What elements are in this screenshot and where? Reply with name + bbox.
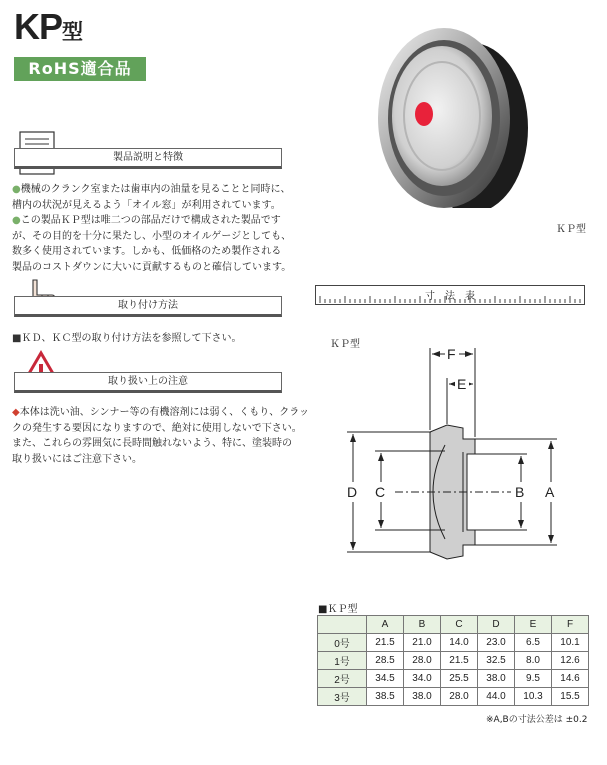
label-e: E — [457, 376, 467, 392]
table-cell: 23.0 — [478, 634, 515, 652]
description-line-text: この製品ＫＰ型は唯二つの部品だけで構成された製品です — [20, 215, 281, 226]
square-bullet-icon: ■ — [12, 333, 22, 344]
caution-text — [12, 405, 312, 467]
tolerance-note: ※A,Bの寸法公差は ±0.2 — [486, 715, 588, 725]
table-title: ■ＫＰ型 — [318, 604, 358, 615]
table-cell: 10.1 — [552, 634, 589, 652]
table-cell: 12.6 — [552, 652, 589, 670]
row-label: 3号 — [318, 688, 367, 706]
page-title — [14, 6, 83, 48]
photo-caption: ＫＰ型 — [556, 224, 586, 235]
table-cell: 6.5 — [515, 634, 552, 652]
caution-line: 取り扱いにはご注意下さい。 — [12, 453, 142, 465]
model-suffix: 型 — [62, 20, 84, 44]
description-line: 製品のコストダウンに大いに貢献するものと確信しています。 — [12, 261, 292, 273]
column-header: A — [367, 616, 404, 634]
table-cell: 38.0 — [404, 688, 441, 706]
table-cell: 44.0 — [478, 688, 515, 706]
description-text — [12, 182, 312, 275]
table-cell: 14.0 — [441, 634, 478, 652]
section-title-caution: 取り扱い上の注意 — [108, 376, 188, 387]
column-header: B — [404, 616, 441, 634]
technical-drawing — [335, 340, 565, 560]
table-cell: 8.0 — [515, 652, 552, 670]
red-dot — [415, 102, 433, 126]
label-b: B — [515, 484, 525, 500]
table-cell: 34.5 — [367, 670, 404, 688]
section-bar-mounting — [14, 296, 282, 317]
table-cell: 38.5 — [367, 688, 404, 706]
description-line: 槽内の状況が見えるよう「オイル窓」が利用されています。 — [12, 199, 281, 211]
label-f: F — [447, 346, 456, 362]
label-a: A — [545, 484, 555, 500]
table-cell: 28.5 — [367, 652, 404, 670]
caution-line: ◆本体は洗い油、シンナー等の有機溶剤には弱く、くもり、クラッ — [12, 407, 310, 418]
mounting-text: ■ＫＤ、ＫＣ型の取り付け方法を参照して下さい。 — [12, 333, 242, 344]
table-row — [318, 652, 589, 670]
description-line — [12, 182, 312, 198]
table-cell: 34.0 — [404, 670, 441, 688]
section-bar-description — [14, 148, 282, 169]
table-cell: 28.0 — [404, 652, 441, 670]
product-photo — [372, 18, 532, 208]
model-name: KP — [14, 6, 63, 47]
table-header-row — [318, 616, 589, 634]
table-cell: 21.5 — [367, 634, 404, 652]
table-cell: 28.0 — [441, 688, 478, 706]
caution-line: クの発生する要因になりますので、絶対に使用しないで下さい。 — [12, 422, 302, 434]
column-header: F — [552, 616, 589, 634]
table-row — [318, 688, 589, 706]
table-corner — [318, 616, 367, 634]
bullet-icon: ● — [12, 215, 21, 226]
description-line: 数多く使用されています。しかも、低価格のため製作される — [12, 246, 282, 257]
table-row — [318, 634, 589, 652]
table-cell: 9.5 — [515, 670, 552, 688]
drawing-title: ＫＰ型 — [330, 339, 360, 350]
column-header: C — [441, 616, 478, 634]
dimension-heading: 寸 法 表 — [425, 291, 475, 302]
table-cell: 15.5 — [552, 688, 589, 706]
column-header: E — [515, 616, 552, 634]
row-label: 2号 — [318, 670, 367, 688]
table-cell: 25.5 — [441, 670, 478, 688]
dimension-ruler — [315, 285, 585, 305]
section-title-mounting: 取り付け方法 — [118, 300, 178, 311]
diamond-bullet-icon: ◆ — [12, 407, 20, 418]
section-bar-caution — [14, 372, 282, 393]
description-line — [12, 213, 312, 229]
row-label: 0号 — [318, 634, 367, 652]
dimension-table — [317, 615, 589, 706]
table-cell: 21.5 — [441, 652, 478, 670]
table-cell: 32.5 — [478, 652, 515, 670]
row-label: 1号 — [318, 652, 367, 670]
table-cell: 21.0 — [404, 634, 441, 652]
bullet-icon: ● — [12, 184, 21, 195]
column-header: D — [478, 616, 515, 634]
table-cell: 14.6 — [552, 670, 589, 688]
rohs-badge: RoHS適合品 — [14, 57, 146, 81]
caution-line: また、これらの雰囲気に長時間触れないよう、特に、塗装時の — [12, 438, 292, 449]
section-title-description: 製品説明と特徴 — [113, 152, 183, 163]
label-d: D — [347, 484, 358, 500]
description-line-text: 機械のクランク室または歯車内の油量を見ることと同時に、 — [20, 184, 291, 195]
table-row — [318, 670, 589, 688]
table-cell: 10.3 — [515, 688, 552, 706]
table-cell: 38.0 — [478, 670, 515, 688]
label-c: C — [375, 484, 386, 500]
description-line: が、その目的を十分に果たし、小型のオイルゲージとしても、 — [12, 230, 292, 242]
